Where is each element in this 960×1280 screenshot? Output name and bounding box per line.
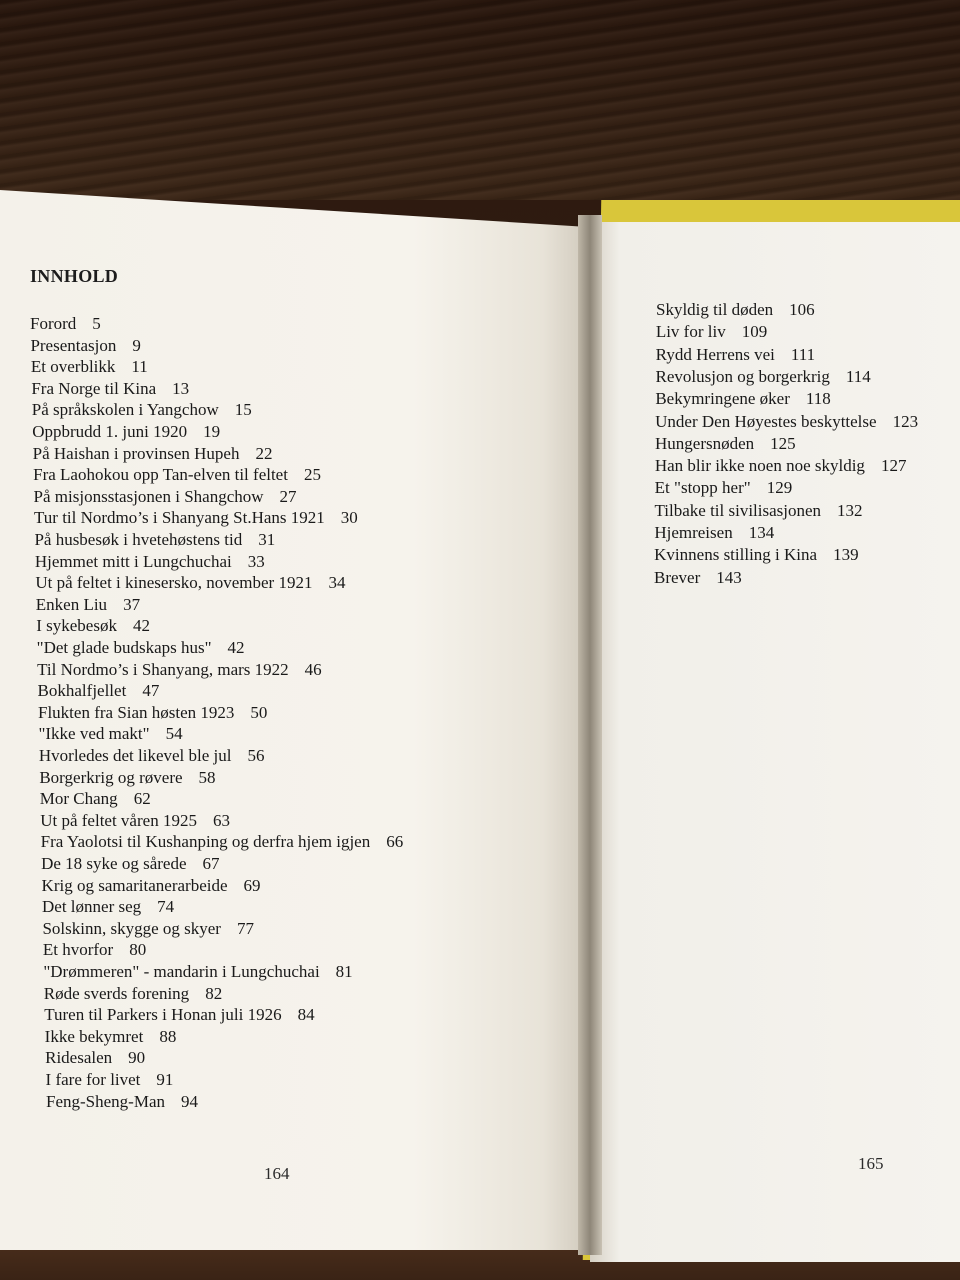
toc-entry (38, 724, 182, 744)
toc-entry-page: 132 (837, 500, 863, 520)
toc-entry-page: 46 (304, 659, 322, 679)
toc-entry-title: Solskinn, skygge og skyer (42, 918, 221, 938)
toc-entry-page: 30 (340, 508, 358, 528)
toc-entry-title: Flukten fra Sian høsten 1923 (38, 702, 235, 722)
toc-entry (45, 1048, 145, 1068)
toc-entry-page: 25 (303, 465, 321, 485)
toc-entry-page: 114 (845, 366, 871, 386)
toc-entry (656, 300, 815, 320)
toc-entry-title: Ridesalen (45, 1048, 113, 1068)
toc-entry (656, 322, 767, 342)
toc-entry (36, 616, 150, 636)
toc-entry-page: 42 (132, 616, 150, 636)
toc-entry-title: I fare for livet (45, 1070, 141, 1089)
toc-entry (37, 638, 245, 658)
toc-entry (654, 523, 774, 543)
toc-entry-title: Turen til Parkers i Honan juli 1926 (44, 1005, 282, 1025)
toc-entry-title: På Haishan i provinsen Hupeh (32, 443, 240, 463)
toc-entry-title: Skyldig til døden (656, 300, 774, 319)
toc-entry (33, 465, 321, 485)
toc-entry-page: 69 (243, 875, 261, 895)
toc-entry (41, 832, 404, 852)
toc-entry (31, 379, 189, 399)
toc-entry-title: Mor Chang (39, 789, 118, 809)
toc-entry (37, 660, 322, 680)
toc-heading: INNHOLD (30, 266, 119, 286)
wooden-table-background (0, 0, 960, 200)
toc-entry (655, 434, 796, 454)
toc-entry (654, 568, 742, 588)
toc-entry (33, 444, 273, 464)
toc-entry (35, 573, 345, 593)
toc-entry-page: 81 (335, 962, 353, 981)
toc-entry (655, 389, 830, 409)
toc-entry (42, 919, 254, 939)
toc-entry-title: Revolusjon og borgerkrig (655, 366, 830, 386)
toc-entry-title: Kvinnens stilling i Kina (654, 545, 818, 565)
toc-entry-title: Rydd Herrens vei (655, 344, 775, 364)
toc-entry-page: 5 (92, 314, 101, 333)
toc-entry-title: Fra Norge til Kina (31, 378, 157, 398)
toc-entry (42, 876, 261, 896)
toc-entry-title: Ut på feltet i kinesersko, november 1921 (35, 573, 313, 593)
toc-entry-page: 90 (128, 1048, 146, 1068)
toc-entry-page: 33 (247, 551, 265, 571)
toc-entry (43, 962, 352, 982)
toc-entry-title: Fra Yaolotsi til Kushanping og derfra hjem igjen (40, 832, 371, 852)
toc-entry-page: 66 (386, 832, 404, 852)
toc-entry-title: Ut på feltet våren 1925 (40, 810, 197, 830)
toc-entry (43, 940, 146, 960)
toc-entry (46, 1092, 198, 1112)
toc-entry-page: 94 (180, 1091, 198, 1111)
toc-entry-page: 63 (212, 810, 230, 830)
toc-entry-page: 129 (766, 478, 793, 498)
toc-entry (34, 487, 297, 507)
toc-entry-title: Bokhalfjellet (37, 681, 127, 701)
toc-entry-title: På språkskolen i Yangchow (31, 400, 219, 420)
toc-entry (38, 703, 267, 723)
toc-entry-page: 22 (255, 443, 273, 463)
toc-entry-page: 77 (236, 918, 254, 938)
toc-entry-title: Hvorledes det likevel ble jul (38, 746, 232, 765)
toc-entry (655, 478, 793, 498)
toc-entry-title: Hjemreisen (654, 523, 733, 542)
toc-entry-page: 143 (716, 567, 742, 587)
toc-entry-page: 31 (258, 530, 276, 549)
toc-entry (34, 508, 358, 528)
toc-entry-title: Han blir ikke noen noe skyldig (654, 456, 865, 476)
toc-entry-page: 127 (880, 456, 907, 476)
toc-entry-title: Oppbrudd 1. juni 1920 (32, 422, 188, 441)
toc-entry-title: I sykebesøk (36, 616, 117, 636)
toc-entry-page: 91 (156, 1070, 174, 1089)
toc-entry-title: Hjemmet mitt i Lungchuchai (34, 551, 232, 571)
toc-entry (35, 552, 265, 572)
right-page-number: 165 (858, 1154, 884, 1173)
toc-entry-page: 34 (328, 573, 346, 593)
toc-entry-page: 11 (131, 357, 148, 377)
toc-entry-title: Til Nordmo’s i Shanyang, mars 1922 (37, 659, 289, 679)
left-page-number: 164 (264, 1164, 290, 1183)
toc-entry-title: "Ikke ved makt" (38, 724, 150, 744)
toc-entry-page: 56 (247, 746, 265, 765)
toc-entry (44, 1005, 314, 1025)
toc-entry (45, 1027, 177, 1047)
toc-entry-page: 80 (129, 940, 147, 960)
toc-entry-title: På misjonsstasjonen i Shangchow (33, 486, 264, 506)
toc-entry-title: Liv for liv (655, 322, 726, 342)
toc-entry-title: "Drømmeren" - mandarin i Lungchuchai (43, 962, 320, 981)
toc-entry (46, 1070, 174, 1090)
toc-entry-title: "Det glade budskaps hus" (36, 638, 212, 657)
toc-entry-title: De 18 syke og sårede (41, 854, 187, 873)
toc-entry (30, 314, 101, 334)
toc-entry-page: 111 (790, 344, 816, 364)
toc-entry (656, 345, 815, 365)
toc-entry-page: 74 (157, 897, 175, 917)
toc-entry-title: Det lønner seg (42, 897, 142, 917)
toc-entry-title: Et hvorfor (42, 940, 114, 960)
toc-entry (42, 897, 174, 917)
toc-entry-page: 47 (142, 681, 160, 701)
toc-entry-page: 58 (198, 767, 216, 787)
toc-entry (654, 545, 858, 565)
toc-entry-page: 9 (132, 335, 141, 355)
toc-entry (30, 336, 140, 356)
toc-entry-title: Tur til Nordmo’s i Shanyang St.Hans 1921 (34, 508, 325, 528)
toc-entry-page: 15 (234, 400, 252, 420)
toc-entry-title: Feng-Sheng-Man (46, 1091, 165, 1111)
toc-entry-page: 123 (892, 411, 919, 431)
toc-entry (34, 530, 275, 550)
toc-entry (41, 854, 219, 874)
toc-entry-page: 82 (205, 983, 223, 1003)
toc-entry (31, 357, 148, 377)
toc-entry-page: 118 (805, 389, 831, 409)
toc-entry (39, 768, 215, 788)
toc-entry (40, 789, 151, 809)
toc-entry-page: 139 (833, 545, 859, 565)
toc-entry-title: Ikke bekymret (44, 1026, 144, 1046)
toc-entry-title: Bekymringene øker (655, 389, 790, 409)
toc-entry-title: Krig og samaritanerarbeide (41, 875, 228, 895)
toc-entry-title: Et overblikk (30, 357, 116, 377)
toc-entry (44, 984, 222, 1004)
toc-entry-title: Forord (30, 314, 77, 333)
toc-entry (40, 811, 230, 831)
toc-entry-page: 50 (250, 702, 268, 722)
toc-entry-page: 42 (227, 638, 245, 657)
toc-entry (655, 456, 907, 476)
toc-entry (38, 681, 160, 701)
toc-entry-title: Fra Laohokou opp Tan-elven til feltet (33, 465, 288, 485)
toc-entry-page: 125 (770, 433, 796, 453)
toc-entry (32, 422, 220, 442)
toc-entry-title: Hungersnøden (655, 433, 755, 453)
toc-entry-title: Enken Liu (35, 594, 108, 614)
toc-entry (656, 367, 871, 387)
toc-entry-title: Røde sverds forening (43, 983, 190, 1003)
toc-entry-title: Et "stopp her" (654, 478, 751, 498)
toc-entry-page: 88 (159, 1026, 177, 1046)
toc-entry (36, 595, 140, 615)
toc-entry-page: 106 (789, 300, 815, 319)
toc-entry-page: 27 (279, 486, 297, 506)
toc-entry (32, 400, 252, 420)
toc-entry-page: 67 (202, 854, 220, 873)
toc-entry-title: Borgerkrig og røvere (39, 767, 183, 787)
toc-entry-page: 109 (741, 322, 768, 342)
toc-entry-title: Presentasjon (30, 335, 117, 355)
toc-entry-page: 54 (165, 724, 183, 744)
toc-entry-page: 13 (172, 378, 190, 398)
toc-entry-title: Under Den Høyestes beskyttelse (655, 411, 877, 431)
toc-entry-title: Brever (654, 567, 701, 587)
toc-entry-page: 84 (297, 1005, 315, 1025)
toc-entry (655, 412, 918, 432)
book-gutter (578, 215, 602, 1255)
toc-entry-page: 134 (748, 523, 775, 542)
toc-entry (655, 501, 863, 521)
toc-entry (39, 746, 265, 766)
toc-entry-page: 37 (123, 594, 141, 614)
toc-entry-page: 19 (203, 422, 221, 441)
toc-entry-title: Tilbake til sivilisasjonen (654, 500, 822, 520)
toc-entry-page: 62 (133, 789, 151, 809)
toc-entry-title: På husbesøk i hvetehøstens tid (34, 530, 243, 549)
